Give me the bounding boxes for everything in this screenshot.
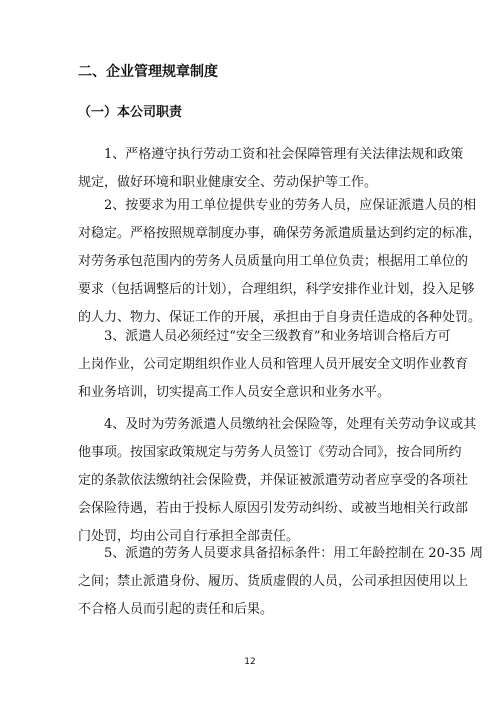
- paragraph-4: [78, 411, 477, 551]
- paragraph-5: [78, 540, 484, 624]
- page-number: 12: [244, 657, 256, 667]
- paragraph-line: 5、派遣的劳务人员要求具备招标条件：用工年龄控制在 20-35 周: [104, 546, 484, 561]
- paragraph-line: 规定，做好环境和职业健康安全、劳动保护等工作。: [78, 175, 378, 190]
- paragraph-line: 会保险待遇，若由于投标人原因引发劳动纠纷、或被当地相关行政部: [78, 501, 469, 516]
- paragraph-line: 要求（包括调整后的计划），合理组织，科学安排作业计划，投入足够: [78, 282, 475, 297]
- paragraph-line: 上岗作业，公司定期组织作业人员和管理人员开展安全文明作业教育: [78, 357, 469, 372]
- paragraph-line: 不合格人员而引起的责任和后果。: [78, 602, 274, 617]
- paragraph-line: 和业务培训，切实提高工作人员安全意识和业务水平。: [78, 385, 391, 400]
- paragraph-line: 4、及时为劳务派遣人员缴纳社会保险等，处理有关劳动争议或其: [104, 417, 477, 432]
- paragraph-line: 1、严格遵守执行劳动工资和社会保障管理有关法律法规和政策: [104, 147, 464, 162]
- paragraph-line: 他事项。按国家政策规定与劳务人员签订《劳动合同》，按合同所约: [78, 445, 462, 460]
- paragraph-line: 对稳定。严格按照规章制度办事，确保劳务派遣质量达到约定的标准，: [78, 226, 482, 241]
- subsection-heading: （一）本公司职责: [78, 105, 183, 120]
- paragraph-2: [78, 192, 482, 332]
- paragraph-line: 门处罚，均由公司自行承担全部责任。: [78, 529, 300, 544]
- paragraph-line: 的人力、物力、保证工作的开展，承担由于自身责任造成的各种处罚。: [78, 310, 482, 325]
- paragraph-line: 定的条款依法缴纳社会保险费，并保证被派遣劳动者应享受的各项社: [78, 473, 469, 488]
- section-heading: 二、企业管理规章制度: [78, 64, 218, 80]
- paragraph-line: 之间；禁止派遣身份、履历、货质虚假的人员，公司承担因使用以上: [78, 574, 469, 589]
- paragraph-line: 2、按要求为用工单位提供专业的劳务人员，应保证派遣人员的相: [104, 198, 477, 213]
- paragraph-line: 对劳务承包范围内的劳务人员质量向用工单位负责；根据用工单位的: [78, 254, 469, 269]
- paragraph-3: [78, 323, 469, 407]
- paragraph-line: 3、派遣人员必须经过“安全三级教育”和业务培训合格后方可: [104, 329, 451, 344]
- paragraph-1: [78, 141, 464, 197]
